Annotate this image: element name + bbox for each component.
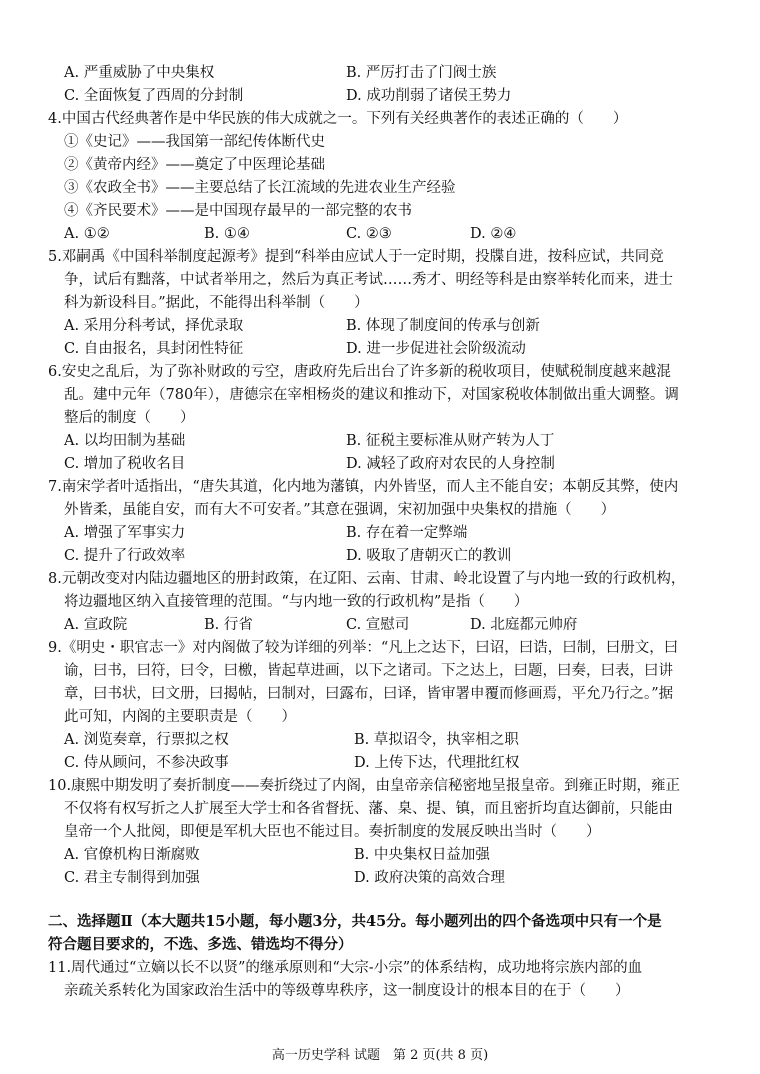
q9-line: 谕，曰书，曰符，曰令，曰檄，皆起草进画，以下之诸司。下之达上，曰题，曰奏，曰表，曰讲 bbox=[64, 663, 673, 679]
q9-line: 此可知，内阁的主要职责是（ ） bbox=[64, 709, 296, 725]
q11-line: 亲疏关系转化为国家政治生活中的等级尊卑秩序，这一制度设计的根本目的在于（ ） bbox=[64, 983, 630, 999]
q7-option-a: A. 增强了军事实力 bbox=[64, 525, 186, 541]
q6-line: 整后的制度（ ） bbox=[64, 410, 195, 426]
q6-line: 6.安史之乱后，为了弥补财政的亏空，唐政府先后出台了许多新的税收项目，使赋税制度越来越混 bbox=[48, 364, 671, 380]
q5-option-b: B. 体现了制度间的传承与创新 bbox=[346, 318, 540, 334]
q10-option-a: A. 官僚机构日渐腐败 bbox=[64, 847, 200, 863]
q11-line: 11.周代通过“立嫡以长不以贤”的继承原则和“大宗-小宗”的体系结构，成功地将宗族内部的血 bbox=[48, 960, 643, 976]
q7-option-d: D. 吸取了唐朝灭亡的教训 bbox=[346, 548, 512, 564]
q5-line: 5.邓嗣禹《中国科举制度起源考》提到“科举由应试人于一定时期，投牒自进，按科应试，共同竞 bbox=[48, 249, 664, 265]
q7-option-c: C. 提升了行政效率 bbox=[64, 548, 186, 564]
q9-option-b: B. 草拟诏令，执宰相之职 bbox=[354, 732, 519, 748]
q4-option-a: A. ①② bbox=[64, 226, 110, 242]
page-footer: 高一历史学科 试题 第 2 页(共 8 页) bbox=[271, 1048, 489, 1063]
q8-option-c: C. 宣慰司 bbox=[346, 617, 410, 633]
q3-option-d: D. 成功削弱了诸侯王势力 bbox=[346, 88, 512, 104]
q7-option-b: B. 存在着一定弊端 bbox=[346, 525, 468, 541]
q4-item: ④《齐民要术》——是中国现存最早的一部完整的农书 bbox=[64, 203, 412, 219]
q4-option-d: D. ②④ bbox=[470, 226, 517, 242]
q3-option-a: A. 严重威胁了中央集权 bbox=[64, 65, 215, 81]
q4-option-c: C. ②③ bbox=[346, 226, 392, 242]
q8-line: 将边疆地区纳入直接管理的范围。“与内地一致的行政机构”是指（ ） bbox=[64, 594, 529, 610]
q3-option-b: B. 严厉打击了门阀士族 bbox=[346, 65, 497, 81]
q6-option-a: A. 以均田制为基础 bbox=[64, 433, 186, 449]
q6-option-c: C. 增加了税收名目 bbox=[64, 456, 186, 472]
q4-stem: 4.中国古代经典著作是中华民族的伟大成就之一。下列有关经典著作的表述正确的（ ） bbox=[48, 111, 628, 127]
q10-line: 皇帝一个人批阅，即便是军机大臣也不能过目。奏折制度的发展反映出当时（ ） bbox=[64, 824, 601, 840]
q4-item: ②《黄帝内经》——奠定了中医理论基础 bbox=[64, 157, 325, 173]
q8-line: 8.元朝改变对内陆边疆地区的册封政策，在辽阳、云南、甘肃、岭北设置了与内地一致的行政机构， bbox=[48, 571, 686, 587]
q6-option-b: B. 征税主要标准从财产转为人丁 bbox=[346, 433, 555, 449]
q9-option-a: A. 浏览奏章，行票拟之权 bbox=[64, 732, 229, 748]
q8-option-b: B. 行省 bbox=[204, 617, 253, 633]
q10-line: 不仅将有权写折之人扩展至大学士和各省督抚、藩、臬、提、镇，而且密折均直达御前，只能由 bbox=[64, 801, 673, 817]
q6-line: 乱。建中元年（780年），唐德宗在宰相杨炎的建议和推动下，对国家税收体制做出重大调整。调 bbox=[64, 387, 679, 403]
q9-option-d: D. 上传下达，代理批红权 bbox=[354, 755, 520, 771]
q8-option-a: A. 宣政院 bbox=[64, 617, 128, 633]
q6-option-d: D. 减轻了政府对农民的人身控制 bbox=[346, 456, 555, 472]
q9-option-c: C. 侍从顾问，不参决政事 bbox=[64, 755, 229, 771]
q5-line: 科为新设科目。”据此，不能得出科举制（ ） bbox=[64, 295, 369, 311]
q10-option-d: D. 政府决策的高效合理 bbox=[354, 870, 505, 886]
q5-option-c: C. 自由报名，具封闭性特征 bbox=[64, 341, 244, 357]
q7-line: 7.南宋学者叶适指出，“唐失其道，化内地为藩镇，内外皆坚，而人主不能自安；本朝反其弊，使内 bbox=[48, 479, 679, 495]
q10-line: 10.康熙中期发明了奏折制度——奏折绕过了内阁，由皇帝亲信秘密地呈报皇帝。到雍正时期，雍正 bbox=[48, 778, 681, 794]
q4-item: ①《史记》——我国第一部纪传体断代史 bbox=[64, 134, 325, 150]
q4-item: ③《农政全书》——主要总结了长江流域的先进农业生产经验 bbox=[64, 180, 456, 196]
section-heading: 二、选择题Ⅱ（本大题共15小题，每小题3分，共45分。每小题列出的四个备选项中只有一个是 bbox=[48, 913, 662, 930]
q9-line: 9.《明史・职官志一》对内阁做了较为详细的列举：“凡上之达下，曰诏，曰诰，曰制，曰册文，曰 bbox=[48, 640, 679, 656]
q3-option-c: C. 全面恢复了西周的分封制 bbox=[64, 88, 244, 104]
q5-option-d: D. 进一步促进社会阶级流动 bbox=[346, 341, 526, 357]
q8-option-d: D. 北庭都元帅府 bbox=[470, 617, 578, 633]
q10-option-c: C. 君主专制得到加强 bbox=[64, 870, 200, 886]
q9-line: 章，曰书状，曰文册，曰揭帖，曰制对，曰露布，曰译，皆审署申覆而修画焉，平允乃行之。”据 bbox=[64, 686, 674, 702]
q5-line: 争，试后有黜落，中试者举用之，然后为真正考试……秀才、明经等科是由察举转化而来，进士 bbox=[64, 272, 673, 288]
q4-option-b: B. ①④ bbox=[204, 226, 250, 242]
q5-option-a: A. 采用分科考试，择优录取 bbox=[64, 318, 244, 334]
q7-line: 外皆柔，虽能自安，而有大不可安者。”其意在强调，宋初加强中央集权的措施（ ） bbox=[64, 502, 616, 518]
q10-option-b: B. 中央集权日益加强 bbox=[354, 847, 490, 863]
section-heading-cont: 符合题目要求的，不选、多选、错选均不得分） bbox=[48, 936, 353, 953]
